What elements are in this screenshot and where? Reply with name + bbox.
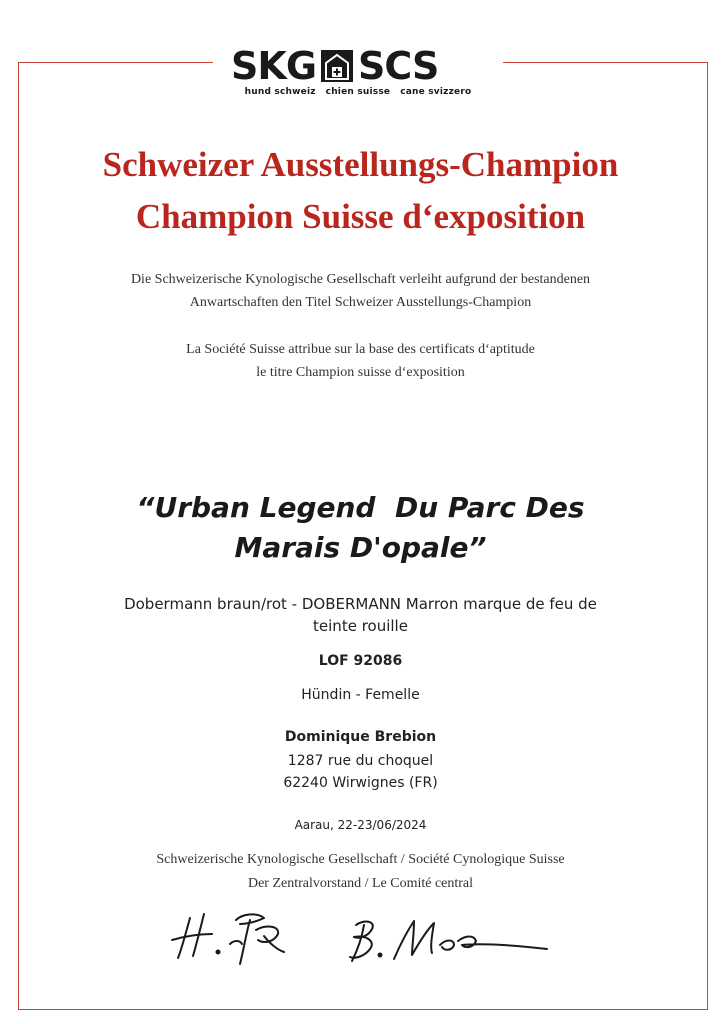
dog-sex: Hündin - Femelle bbox=[301, 687, 420, 703]
french-statement-line-2: le titre Champion suisse d‘exposition bbox=[256, 365, 465, 380]
dog-name-line-2: Marais D'opale” bbox=[234, 531, 487, 564]
owner-address bbox=[0, 750, 721, 794]
dog-breed-line-2: teinte rouille bbox=[313, 617, 408, 635]
german-statement bbox=[0, 268, 721, 314]
signature-2 bbox=[342, 905, 562, 980]
footer-committee: Der Zentralvorstand / Le Comité central bbox=[247, 876, 474, 891]
signature-1 bbox=[160, 900, 330, 980]
dog-name bbox=[0, 488, 721, 568]
logo-subtitle: hund schweiz chien suisse cane svizzero bbox=[244, 87, 472, 97]
place-and-date: Aarau, 22-23/06/2024 bbox=[294, 818, 427, 832]
logo-skg-text: SKG bbox=[231, 44, 317, 88]
dog-breed bbox=[0, 593, 721, 637]
dog-breed-line-1: Dobermann braun/rot - DOBERMANN Marron marque de feu de bbox=[124, 595, 597, 613]
dog-name-line-1: “Urban Legend Du Parc Des bbox=[136, 491, 585, 524]
french-statement bbox=[0, 338, 721, 384]
title-german: Schweizer Ausstellungs-Champion bbox=[102, 145, 619, 184]
skg-scs-logo bbox=[213, 40, 503, 100]
german-statement-line-1: Die Schweizerische Kynologische Gesellschaft verleiht aufgrund der bestandenen bbox=[130, 272, 591, 287]
french-statement-line-1: La Société Suisse attribue sur la base des certificats d‘aptitude bbox=[186, 342, 535, 357]
german-statement-line-2: Anwartschaften den Titel Schweizer Ausstellungs-Champion bbox=[189, 295, 532, 310]
owner-city: 62240 Wirwignes (FR) bbox=[283, 775, 438, 791]
owner-street: 1287 rue du choquel bbox=[287, 753, 434, 769]
registration-number: LOF 92086 bbox=[318, 653, 403, 669]
title-french: Champion Suisse d‘exposition bbox=[135, 197, 586, 236]
dog-house-emblem-icon bbox=[320, 49, 354, 83]
footer-organisation: Schweizerische Kynologische Gesellschaft / Société Cynologique Suisse bbox=[156, 852, 565, 867]
owner-name: Dominique Brebion bbox=[284, 729, 437, 745]
logo-scs-text: SCS bbox=[358, 44, 439, 88]
